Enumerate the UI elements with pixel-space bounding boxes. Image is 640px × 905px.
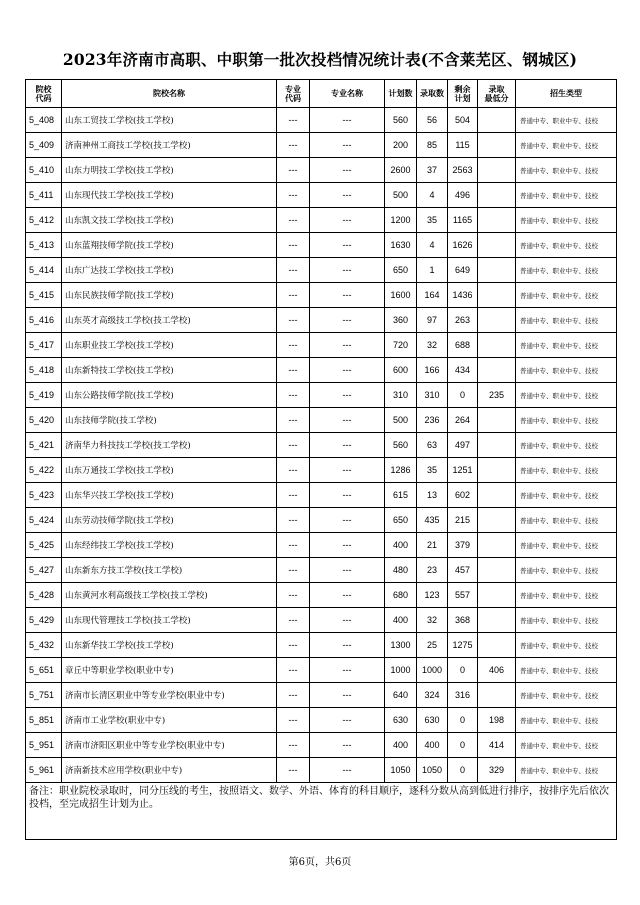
table-row <box>26 708 617 733</box>
plan-cell: 650 <box>385 508 417 533</box>
plan-cell: 400 <box>385 733 417 758</box>
school-code-cell: 5_410 <box>26 158 62 183</box>
school-name-cell: 山东华兴技工学校(技工学校) <box>62 483 277 508</box>
major-name-cell: --- <box>310 208 385 233</box>
major-code-cell: --- <box>277 358 310 383</box>
school-code-cell: 5_418 <box>26 358 62 383</box>
min-score-cell <box>478 683 516 708</box>
school-code-cell: 5_412 <box>26 208 62 233</box>
plan-cell: 480 <box>385 558 417 583</box>
min-score-cell <box>478 108 516 133</box>
enrolled-cell: 85 <box>417 133 448 158</box>
school-code-cell: 5_417 <box>26 333 62 358</box>
major-name-cell: --- <box>310 158 385 183</box>
document-title: 2023年济南市高职、中职第一批次投档情况统计表(不含莱芜区、钢城区) <box>62 50 578 69</box>
school-code-cell: 5_429 <box>26 608 62 633</box>
enrolled-cell: 21 <box>417 533 448 558</box>
enrolled-cell: 310 <box>417 383 448 408</box>
enrolled-cell: 123 <box>417 583 448 608</box>
min-score-cell: 329 <box>478 758 516 783</box>
major-name-cell: --- <box>310 508 385 533</box>
table-row <box>26 533 617 558</box>
plan-cell: 615 <box>385 483 417 508</box>
type-cell: 普通中专、职业中专、技校 <box>516 458 617 483</box>
school-name-cell: 山东现代技工学校(技工学校) <box>62 183 277 208</box>
enrolled-cell: 1050 <box>417 758 448 783</box>
type-cell: 普通中专、职业中专、技校 <box>516 158 617 183</box>
school-name-cell: 山东凯文技工学校(技工学校) <box>62 208 277 233</box>
school-code-cell: 5_416 <box>26 308 62 333</box>
remaining-cell: 497 <box>448 433 478 458</box>
remaining-cell: 1251 <box>448 458 478 483</box>
remaining-cell: 1275 <box>448 633 478 658</box>
type-cell: 普通中专、职业中专、技校 <box>516 608 617 633</box>
school-name-cell: 山东力明技工学校(技工学校) <box>62 158 277 183</box>
enrolled-cell: 400 <box>417 733 448 758</box>
major-code-cell: --- <box>277 308 310 333</box>
table-row <box>26 158 617 183</box>
plan-cell: 1050 <box>385 758 417 783</box>
remaining-cell: 2563 <box>448 158 478 183</box>
school-name-cell: 山东现代管理技工学校(技工学校) <box>62 608 277 633</box>
table-row <box>26 208 617 233</box>
enrolled-cell: 1000 <box>417 658 448 683</box>
type-cell: 普通中专、职业中专、技校 <box>516 383 617 408</box>
school-name-cell: 山东英才高级技工学校(技工学校) <box>62 308 277 333</box>
major-code-cell: --- <box>277 683 310 708</box>
remaining-cell: 688 <box>448 333 478 358</box>
school-name-cell: 山东黄河水利高级技工学校(技工学校) <box>62 583 277 608</box>
type-cell: 普通中专、职业中专、技校 <box>516 408 617 433</box>
school-name-cell: 济南市工业学校(职业中专) <box>62 708 277 733</box>
note-text: 备注：职业院校录取时，同分压线的考生，按照语文、数学、外语、体育的科目顺序，逐科分数从高到低进行排序，按排序先后依次投档，至完成招生计划为止。 <box>26 783 617 840</box>
table-body <box>26 108 617 783</box>
school-code-cell: 5_423 <box>26 483 62 508</box>
major-name-cell: --- <box>310 433 385 458</box>
major-name-cell: --- <box>310 383 385 408</box>
type-cell: 普通中专、职业中专、技校 <box>516 533 617 558</box>
major-name-cell: --- <box>310 583 385 608</box>
plan-cell: 310 <box>385 383 417 408</box>
table-row <box>26 133 617 158</box>
type-cell: 普通中专、职业中专、技校 <box>516 108 617 133</box>
school-code-cell: 5_420 <box>26 408 62 433</box>
major-name-cell: --- <box>310 633 385 658</box>
plan-cell: 400 <box>385 533 417 558</box>
type-cell: 普通中专、职业中专、技校 <box>516 208 617 233</box>
min-score-cell: 406 <box>478 658 516 683</box>
major-code-cell: --- <box>277 233 310 258</box>
enrolled-cell: 23 <box>417 558 448 583</box>
enrolled-cell: 32 <box>417 333 448 358</box>
enrolled-cell: 35 <box>417 458 448 483</box>
plan-cell: 1000 <box>385 658 417 683</box>
min-score-cell <box>478 183 516 208</box>
major-code-cell: --- <box>277 333 310 358</box>
school-name-cell: 山东万通技工学校(技工学校) <box>62 458 277 483</box>
school-code-cell: 5_428 <box>26 583 62 608</box>
table-row <box>26 408 617 433</box>
plan-cell: 400 <box>385 608 417 633</box>
plan-cell: 560 <box>385 433 417 458</box>
remaining-cell: 434 <box>448 358 478 383</box>
enrolled-cell: 37 <box>417 158 448 183</box>
remaining-cell: 557 <box>448 583 478 608</box>
table-row <box>26 183 617 208</box>
table-row <box>26 583 617 608</box>
remaining-cell: 504 <box>448 108 478 133</box>
type-cell: 普通中专、职业中专、技校 <box>516 258 617 283</box>
school-code-cell: 5_422 <box>26 458 62 483</box>
min-score-cell <box>478 258 516 283</box>
enrolled-cell: 25 <box>417 633 448 658</box>
plan-cell: 1630 <box>385 233 417 258</box>
header-school-name: 院校名称 <box>62 80 277 108</box>
major-code-cell: --- <box>277 208 310 233</box>
plan-cell: 680 <box>385 583 417 608</box>
major-code-cell: --- <box>277 558 310 583</box>
school-code-cell: 5_415 <box>26 283 62 308</box>
major-code-cell: --- <box>277 658 310 683</box>
header-major-name: 专业名称 <box>310 80 385 108</box>
table-row <box>26 108 617 133</box>
enrolled-cell: 1 <box>417 258 448 283</box>
type-cell: 普通中专、职业中专、技校 <box>516 658 617 683</box>
school-code-cell: 5_409 <box>26 133 62 158</box>
school-name-cell: 济南市长清区职业中等专业学校(职业中专) <box>62 683 277 708</box>
school-name-cell: 济南神州工商技工学校(技工学校) <box>62 133 277 158</box>
min-score-cell <box>478 533 516 558</box>
plan-cell: 1200 <box>385 208 417 233</box>
major-name-cell: --- <box>310 108 385 133</box>
school-name-cell: 山东技师学院(技工学校) <box>62 408 277 433</box>
table-row <box>26 558 617 583</box>
school-code-cell: 5_413 <box>26 233 62 258</box>
remaining-cell: 368 <box>448 608 478 633</box>
major-name-cell: --- <box>310 308 385 333</box>
major-code-cell: --- <box>277 583 310 608</box>
plan-cell: 560 <box>385 108 417 133</box>
major-name-cell: --- <box>310 258 385 283</box>
header-enrolled: 录取数 <box>417 80 448 108</box>
min-score-cell <box>478 283 516 308</box>
school-name-cell: 济南市济阳区职业中等专业学校(职业中专) <box>62 733 277 758</box>
school-code-cell: 5_751 <box>26 683 62 708</box>
major-name-cell: --- <box>310 733 385 758</box>
major-name-cell: --- <box>310 183 385 208</box>
major-code-cell: --- <box>277 283 310 308</box>
min-score-cell <box>478 508 516 533</box>
table-row <box>26 283 617 308</box>
remaining-cell: 649 <box>448 258 478 283</box>
school-code-cell: 5_424 <box>26 508 62 533</box>
type-cell: 普通中专、职业中专、技校 <box>516 733 617 758</box>
table-row <box>26 633 617 658</box>
type-cell: 普通中专、职业中专、技校 <box>516 233 617 258</box>
major-code-cell: --- <box>277 383 310 408</box>
type-cell: 普通中专、职业中专、技校 <box>516 333 617 358</box>
plan-cell: 360 <box>385 308 417 333</box>
school-name-cell: 山东工贸技工学校(技工学校) <box>62 108 277 133</box>
remaining-cell: 602 <box>448 483 478 508</box>
type-cell: 普通中专、职业中专、技校 <box>516 483 617 508</box>
school-name-cell: 章丘中等职业学校(职业中专) <box>62 658 277 683</box>
min-score-cell <box>478 158 516 183</box>
admission-table <box>25 79 617 840</box>
table-row <box>26 308 617 333</box>
enrolled-cell: 324 <box>417 683 448 708</box>
school-name-cell: 山东新华技工学校(技工学校) <box>62 633 277 658</box>
header-plan: 计划数 <box>385 80 417 108</box>
school-code-cell: 5_432 <box>26 633 62 658</box>
major-name-cell: --- <box>310 708 385 733</box>
major-name-cell: --- <box>310 533 385 558</box>
enrolled-cell: 164 <box>417 283 448 308</box>
major-code-cell: --- <box>277 483 310 508</box>
major-name-cell: --- <box>310 408 385 433</box>
header-min-score: 录取 最低分 <box>478 80 516 108</box>
type-cell: 普通中专、职业中专、技校 <box>516 183 617 208</box>
remaining-cell: 264 <box>448 408 478 433</box>
min-score-cell <box>478 133 516 158</box>
min-score-cell <box>478 558 516 583</box>
table-row <box>26 608 617 633</box>
plan-cell: 500 <box>385 408 417 433</box>
min-score-cell <box>478 608 516 633</box>
min-score-cell <box>478 633 516 658</box>
table-row <box>26 733 617 758</box>
min-score-cell <box>478 433 516 458</box>
major-name-cell: --- <box>310 358 385 383</box>
table-row <box>26 758 617 783</box>
major-name-cell: --- <box>310 233 385 258</box>
type-cell: 普通中专、职业中专、技校 <box>516 358 617 383</box>
remaining-cell: 0 <box>448 383 478 408</box>
major-code-cell: --- <box>277 258 310 283</box>
remaining-cell: 0 <box>448 658 478 683</box>
header-school-code: 院校 代码 <box>26 80 62 108</box>
major-name-cell: --- <box>310 333 385 358</box>
major-name-cell: --- <box>310 283 385 308</box>
table-row <box>26 508 617 533</box>
enrolled-cell: 236 <box>417 408 448 433</box>
plan-cell: 1600 <box>385 283 417 308</box>
major-code-cell: --- <box>277 183 310 208</box>
school-code-cell: 5_421 <box>26 433 62 458</box>
min-score-cell: 414 <box>478 733 516 758</box>
type-cell: 普通中专、职业中专、技校 <box>516 433 617 458</box>
type-cell: 普通中专、职业中专、技校 <box>516 133 617 158</box>
school-name-cell: 山东经纬技工学校(技工学校) <box>62 533 277 558</box>
remaining-cell: 316 <box>448 683 478 708</box>
header-remaining: 剩余 计划 <box>448 80 478 108</box>
school-name-cell: 山东职业技工学校(技工学校) <box>62 333 277 358</box>
min-score-cell <box>478 233 516 258</box>
school-name-cell: 济南新技术应用学校(职业中专) <box>62 758 277 783</box>
type-cell: 普通中专、职业中专、技校 <box>516 583 617 608</box>
type-cell: 普通中专、职业中专、技校 <box>516 633 617 658</box>
enrolled-cell: 56 <box>417 108 448 133</box>
table-row <box>26 383 617 408</box>
min-score-cell <box>478 358 516 383</box>
note-row <box>26 783 617 840</box>
remaining-cell: 0 <box>448 758 478 783</box>
min-score-cell <box>478 408 516 433</box>
enrolled-cell: 630 <box>417 708 448 733</box>
school-name-cell: 山东公路技师学院(技工学校) <box>62 383 277 408</box>
major-name-cell: --- <box>310 558 385 583</box>
school-code-cell: 5_427 <box>26 558 62 583</box>
table-header-row <box>26 80 617 108</box>
enrolled-cell: 435 <box>417 508 448 533</box>
type-cell: 普通中专、职业中专、技校 <box>516 683 617 708</box>
remaining-cell: 0 <box>448 708 478 733</box>
table-row <box>26 458 617 483</box>
school-code-cell: 5_951 <box>26 733 62 758</box>
major-code-cell: --- <box>277 108 310 133</box>
type-cell: 普通中专、职业中专、技校 <box>516 508 617 533</box>
table-row <box>26 683 617 708</box>
plan-cell: 2600 <box>385 158 417 183</box>
min-score-cell <box>478 333 516 358</box>
major-code-cell: --- <box>277 758 310 783</box>
plan-cell: 1300 <box>385 633 417 658</box>
header-major-code: 专业 代码 <box>277 80 310 108</box>
table-row <box>26 333 617 358</box>
enrolled-cell: 35 <box>417 208 448 233</box>
school-code-cell: 5_651 <box>26 658 62 683</box>
plan-cell: 650 <box>385 258 417 283</box>
major-code-cell: --- <box>277 133 310 158</box>
min-score-cell <box>478 208 516 233</box>
remaining-cell: 215 <box>448 508 478 533</box>
enrolled-cell: 63 <box>417 433 448 458</box>
min-score-cell <box>478 458 516 483</box>
major-code-cell: --- <box>277 633 310 658</box>
plan-cell: 1286 <box>385 458 417 483</box>
school-code-cell: 5_851 <box>26 708 62 733</box>
plan-cell: 630 <box>385 708 417 733</box>
plan-cell: 200 <box>385 133 417 158</box>
enrolled-cell: 13 <box>417 483 448 508</box>
school-name-cell: 济南华力科技技工学校(技工学校) <box>62 433 277 458</box>
enrolled-cell: 4 <box>417 233 448 258</box>
major-name-cell: --- <box>310 483 385 508</box>
remaining-cell: 457 <box>448 558 478 583</box>
major-code-cell: --- <box>277 508 310 533</box>
school-name-cell: 山东新特技工学校(技工学校) <box>62 358 277 383</box>
page-footer: 第6页，共6页 <box>288 857 352 868</box>
school-code-cell: 5_419 <box>26 383 62 408</box>
remaining-cell: 263 <box>448 308 478 333</box>
school-code-cell: 5_425 <box>26 533 62 558</box>
major-code-cell: --- <box>277 408 310 433</box>
enrolled-cell: 97 <box>417 308 448 333</box>
plan-cell: 500 <box>385 183 417 208</box>
school-code-cell: 5_961 <box>26 758 62 783</box>
plan-cell: 720 <box>385 333 417 358</box>
major-name-cell: --- <box>310 608 385 633</box>
remaining-cell: 496 <box>448 183 478 208</box>
school-code-cell: 5_408 <box>26 108 62 133</box>
plan-cell: 600 <box>385 358 417 383</box>
major-code-cell: --- <box>277 458 310 483</box>
major-code-cell: --- <box>277 608 310 633</box>
type-cell: 普通中专、职业中专、技校 <box>516 708 617 733</box>
school-name-cell: 山东民族技师学院(技工学校) <box>62 283 277 308</box>
min-score-cell: 235 <box>478 383 516 408</box>
table-row <box>26 358 617 383</box>
major-code-cell: --- <box>277 533 310 558</box>
school-name-cell: 山东新东方技工学校(技工学校) <box>62 558 277 583</box>
remaining-cell: 379 <box>448 533 478 558</box>
type-cell: 普通中专、职业中专、技校 <box>516 558 617 583</box>
remaining-cell: 0 <box>448 733 478 758</box>
min-score-cell: 198 <box>478 708 516 733</box>
enrolled-cell: 32 <box>417 608 448 633</box>
major-code-cell: --- <box>277 708 310 733</box>
type-cell: 普通中专、职业中专、技校 <box>516 758 617 783</box>
major-name-cell: --- <box>310 458 385 483</box>
remaining-cell: 115 <box>448 133 478 158</box>
major-code-cell: --- <box>277 433 310 458</box>
remaining-cell: 1626 <box>448 233 478 258</box>
school-name-cell: 山东劳动技师学院(技工学校) <box>62 508 277 533</box>
plan-cell: 640 <box>385 683 417 708</box>
remaining-cell: 1165 <box>448 208 478 233</box>
major-name-cell: --- <box>310 758 385 783</box>
major-code-cell: --- <box>277 158 310 183</box>
major-code-cell: --- <box>277 733 310 758</box>
remaining-cell: 1436 <box>448 283 478 308</box>
school-code-cell: 5_411 <box>26 183 62 208</box>
major-name-cell: --- <box>310 133 385 158</box>
major-name-cell: --- <box>310 683 385 708</box>
header-type: 招生类型 <box>516 80 617 108</box>
min-score-cell <box>478 583 516 608</box>
school-name-cell: 山东广达技工学校(技工学校) <box>62 258 277 283</box>
enrolled-cell: 4 <box>417 183 448 208</box>
type-cell: 普通中专、职业中专、技校 <box>516 308 617 333</box>
table-row <box>26 483 617 508</box>
table-row <box>26 658 617 683</box>
table-row <box>26 258 617 283</box>
min-score-cell <box>478 308 516 333</box>
enrolled-cell: 166 <box>417 358 448 383</box>
type-cell: 普通中专、职业中专、技校 <box>516 283 617 308</box>
school-code-cell: 5_414 <box>26 258 62 283</box>
min-score-cell <box>478 483 516 508</box>
school-name-cell: 山东蓝翔技师学院(技工学校) <box>62 233 277 258</box>
table-row <box>26 233 617 258</box>
table-row <box>26 433 617 458</box>
major-name-cell: --- <box>310 658 385 683</box>
